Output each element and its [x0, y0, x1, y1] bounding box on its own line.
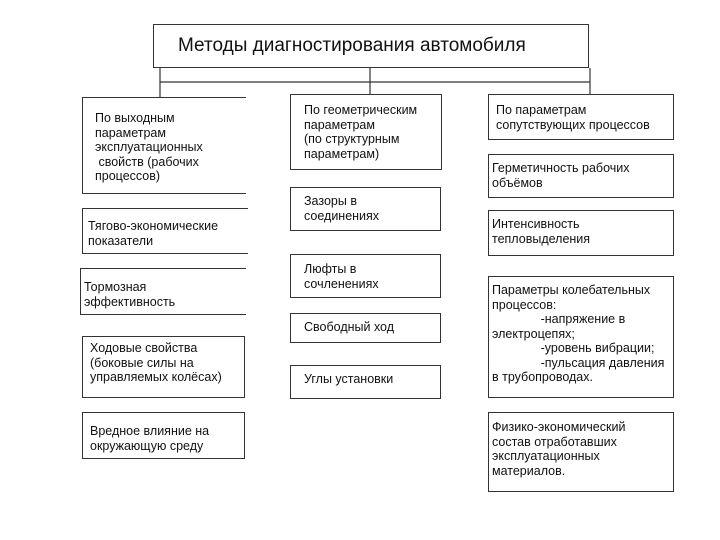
- right-item-text-2: Интенсивность тепловыделения: [492, 217, 591, 246]
- middle-item-text-2: Люфты в сочленениях: [304, 262, 379, 291]
- middle-header-text: По геометрическим параметрам (по структурным параметрам): [304, 103, 418, 161]
- right-item-text-1: Герметичность рабочих объёмов: [492, 161, 630, 190]
- left-header-text: По выходным параметрам эксплуатационных свойств (рабочих процессов): [95, 111, 203, 183]
- middle-item-text-4: Углы установки: [304, 372, 394, 386]
- middle-item-text-1: Зазоры в соединениях: [304, 194, 380, 223]
- left-item-text-4: Вредное влияние на окружающую среду: [90, 424, 210, 453]
- left-item-text-3: Ходовые свойства (боковые силы на управляемых колёсах): [90, 341, 222, 384]
- diagram-title: Методы диагностирования автомобиля: [178, 35, 526, 56]
- middle-item-text-3: Свободный ход: [304, 320, 395, 334]
- right-item-text-4: Физико-экономический состав отработавших эксплуатационных материалов.: [492, 420, 626, 478]
- right-header-text: По параметрам сопутствующих процессов: [496, 103, 650, 132]
- right-item-text-3: Параметры колебательных процессов: -напряжение в электроцепях; -уровень вибрации; -пульсация давления в трубопроводах.: [492, 283, 665, 384]
- left-item-text-2: Тормозная эффективность: [84, 280, 176, 309]
- left-item-text-1: Тягово-экономические показатели: [88, 219, 219, 248]
